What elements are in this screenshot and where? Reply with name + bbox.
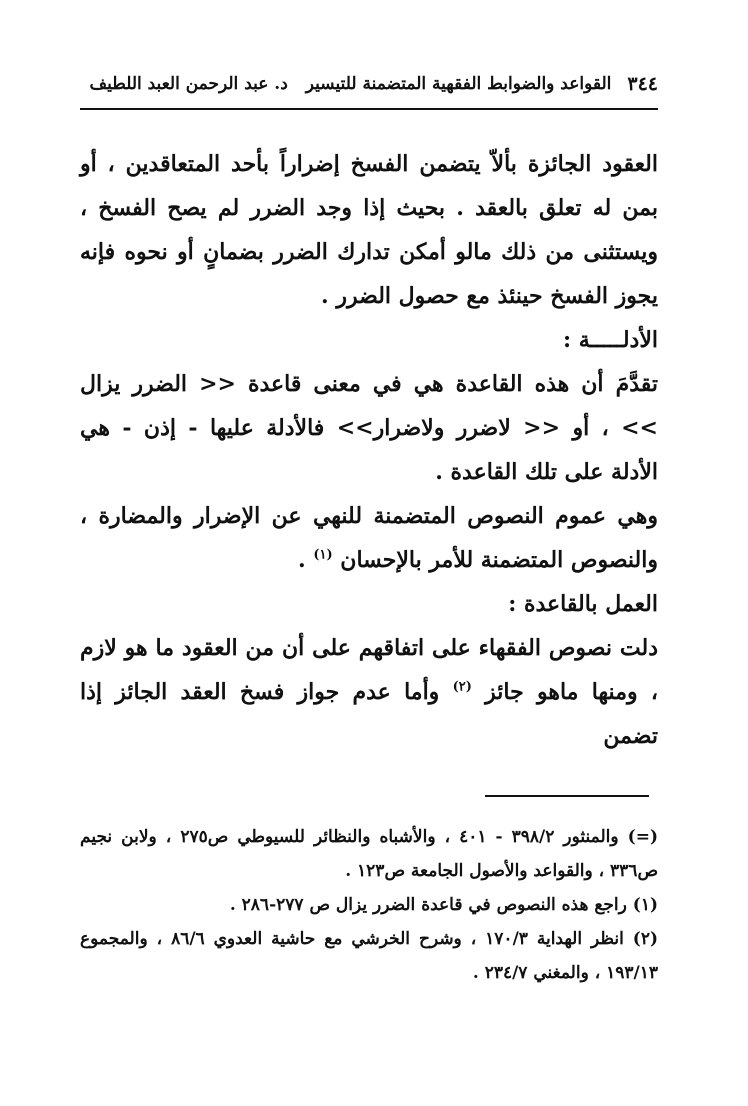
- footnote-reference: (١): [313, 547, 333, 563]
- paragraph: تقدَّمَ أن هذه القاعدة هي في معنى قاعدة << الضرر يزال >> ، أو << لاضرر ولاضرار>> فالأدلة عليها - إذن - هي الأدلة على تلك القاعدة .: [80, 371, 658, 485]
- section-heading-practice: العمل بالقاعدة :: [508, 591, 658, 617]
- paragraph: [80, 626, 658, 758]
- section-heading-evidence: الأدلـــــة :: [563, 327, 658, 353]
- paragraph: [80, 494, 658, 582]
- footnote-2: (٢) انظر الهداية ١٧٠/٣ ، وشرح الخرشي مع حاشية العدوي ٨٦/٦ ، والمجموع ١٩٣/١٣ ، والمغني ٢٣٤/٧ .: [80, 929, 658, 983]
- main-text: [80, 142, 658, 758]
- paragraph-end: .: [297, 547, 314, 573]
- footnotes: [80, 820, 658, 990]
- footnote-1: (١) راجع هذه النصوص في قاعدة الضرر يزال ص ٢٧٧-٢٨٦ .: [229, 895, 658, 915]
- author-name: د. عبد الرحمن العبد اللطيف: [89, 74, 288, 94]
- footnote-divider: [485, 795, 649, 797]
- running-title: القواعد والضوابط الفقهية المتضمنة للتيسير: [305, 74, 612, 94]
- header-divider: [80, 108, 658, 110]
- footnote-reference: (٢): [452, 679, 472, 695]
- paragraph-text: دلت نصوص الفقهاء على اتفاقهم على أن من العقود ما هو لازم ، ومنها ماهو جائز: [80, 635, 658, 705]
- paragraph-text: وأما عدم جواز فسخ العقد الجائز إذا تضمن: [80, 679, 658, 749]
- footnote-continued: (=) والمنثور ٣٩٨/٢ - ٤٠١ ، والأشباه والنظائر للسيوطي ص٢٧٥ ، ولابن نجيم ص٣٣٦ ، والقواعد والأصول الجامعة ص١٢٣ .: [80, 827, 658, 881]
- page-number: ٣٤٤: [627, 73, 658, 95]
- paragraph-text: وهي عموم النصوص المتضمنة للنهي عن الإضرار والمضارة ، والنصوص المتضمنة للأمر بالإحسان: [80, 503, 658, 573]
- page-header: [80, 66, 658, 102]
- paragraph: العقود الجائزة بألاّ يتضمن الفسخ إضراراً بأحد المتعاقدين ، أو بمن له تعلق بالعقد . بحيث إذا وجد الضرر لم يصح الفسخ ، ويستثنى من ذلك مالو أمكن تدارك الضرر بضمانٍ أو نحوه فإنه يجوز الفسخ حينئذ مع حصول الضرر .: [80, 151, 658, 309]
